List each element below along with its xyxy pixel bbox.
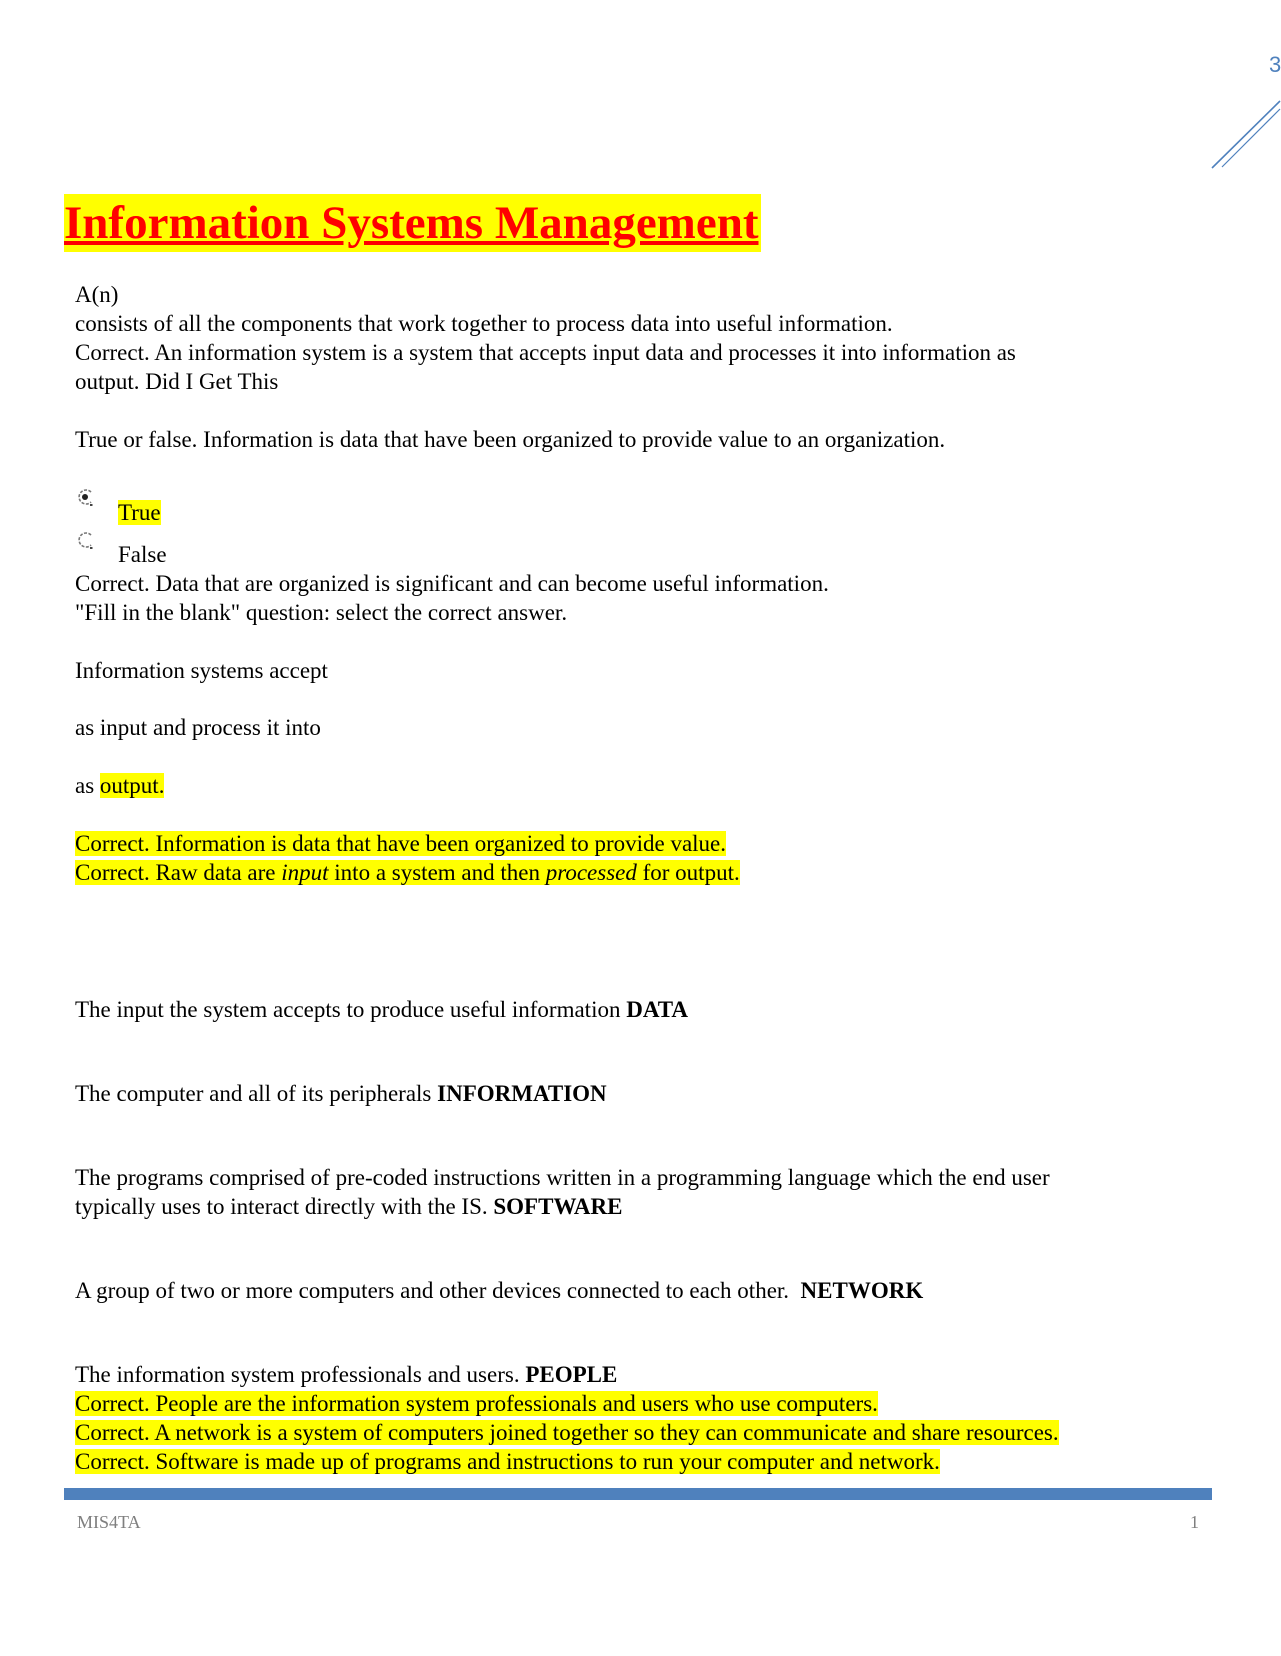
q3-answer: output. [99, 773, 165, 798]
q1-line-2: consists of all the components that work together to process data into useful information. [75, 311, 893, 336]
q3-line-2: as input and process it into [75, 715, 321, 740]
match-2: The computer and all of its peripherals INFORMATION [75, 1081, 607, 1106]
match-4: A group of two or more computers and other devices connected to each other. NETWORK [75, 1278, 924, 1303]
match-feedback-2: Correct. A network is a system of computers joined together so they can communicate and share resources. [75, 1420, 1059, 1445]
q1-feedback-line-1: Correct. An information system is a system that accepts input data and processes it into information as [75, 340, 1016, 365]
q3-instruction: "Fill in the blank" question: select the correct answer. [75, 600, 568, 625]
q3-line-3: as output. [75, 773, 165, 798]
header-page-number: 3 [1269, 52, 1281, 77]
match-3-line-1: The programs comprised of pre-coded instructions written in a programming language which the end user [75, 1165, 1050, 1190]
q2-feedback: Correct. Data that are organized is significant and can become useful information. [75, 571, 829, 596]
match-4-answer: NETWORK [800, 1278, 924, 1303]
q3-feedback-1: Correct. Information is data that have been organized to provide value. [75, 831, 727, 856]
header-decorative-lines [1190, 95, 1280, 175]
document-title: Information Systems Management [64, 194, 761, 252]
q1-line-1: A(n) [75, 282, 119, 307]
match-feedback-3: Correct. Software is made up of programs and instructions to run your computer and network. [75, 1449, 940, 1474]
match-1-answer: DATA [626, 997, 688, 1022]
footer-divider [64, 1488, 1212, 1500]
match-5-answer: PEOPLE [525, 1362, 618, 1387]
match-3-line-2: typically uses to interact directly with the IS. SOFTWARE [75, 1194, 623, 1219]
radio-false[interactable] [76, 530, 96, 550]
footer-page-number: 1 [1190, 1512, 1199, 1532]
radio-true-selected[interactable] [76, 487, 96, 507]
q3-feedback-2: Correct. Raw data are input into a system and then processed for output. [75, 860, 740, 885]
match-feedback-1: Correct. People are the information system professionals and users who use computers. [75, 1391, 878, 1416]
option-true-label: True [118, 500, 161, 525]
match-3-answer: SOFTWARE [493, 1194, 623, 1219]
q1-feedback-line-2: output. Did I Get This [75, 369, 279, 394]
match-1: The input the system accepts to produce useful information DATA [75, 997, 688, 1022]
match-5: The information system professionals and users. PEOPLE [75, 1362, 618, 1387]
q2-prompt: True or false. Information is data that have been organized to provide value to an organization. [75, 427, 946, 452]
option-false-label: False [118, 542, 167, 567]
q3-line-1: Information systems accept [75, 658, 328, 683]
footer-course-code: MIS4TA [77, 1512, 141, 1532]
match-2-answer: INFORMATION [437, 1081, 607, 1106]
